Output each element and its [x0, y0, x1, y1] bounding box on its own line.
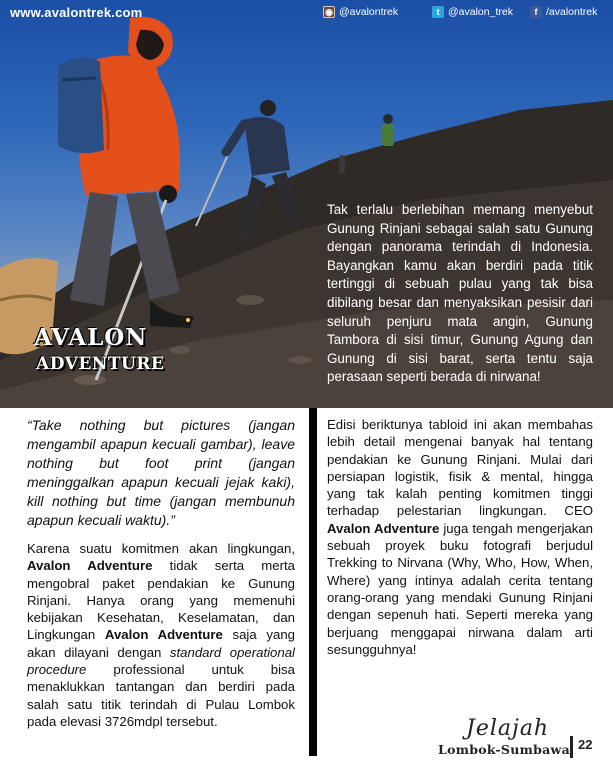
header-bar — [0, 0, 613, 28]
logo-line-2: ADVENTURE — [36, 354, 165, 374]
instagram-icon: ◉ — [323, 6, 335, 18]
section-title: Jelajah — [466, 716, 550, 741]
left-paragraph — [27, 540, 295, 730]
logo-line-1: AVALON — [34, 324, 148, 351]
avalon-adventure-logo — [14, 324, 165, 388]
social-twitter[interactable] — [432, 6, 513, 18]
intro-paragraph: Tak terlalu berlebihan memang menyebut Gunung Rinjani sebagai salah satu Gunung dengan panorama terindah di Indonesia. Bayangkan kamu akan berdiri pada titik tertinggi di sebuah pulau yang tak bisa dibilang besar dan menyaksikan pesisir dari seluruh penjuru mata angin, Gunung Tambora di sisi timur, Gunung Agung dan Gunung di sisi barat, serta tentu saja perasaan seperti berada di nirwana! — [327, 202, 593, 385]
brand-name: Avalon Adventure — [27, 558, 153, 574]
text-run: tidak serta merta mengobral paket pendakian ke Gunung Rinjani. Hanya orang yang memenuhi kebijakan Kesehatan, Keselamatan, dan Lingkungan — [27, 558, 295, 643]
page-footer — [438, 716, 608, 764]
site-url[interactable]: www.avalontrek.com — [10, 5, 143, 20]
brand-name: Avalon Adventure — [104, 627, 223, 643]
pull-quote: “Take nothing but pictures (jangan mengambil apapun kecuali gambar), leave nothing but foot print (jangan meninggalkan apapun kecuali jejak kaki), kill nothing but time (jangan membunuh apapun kecuali waktu).” — [27, 417, 295, 528]
brand-name: Avalon Adventure — [327, 520, 440, 536]
page-number: 22 — [578, 737, 593, 752]
text-run: professional untuk bisa menaklukkan tantangan dan berdiri pada salah satu titik terindah di Pulau Lombok pada elevasi 3726mdpl tersebut. — [27, 662, 295, 729]
left-column — [27, 416, 295, 730]
text-run: Karena suatu komitmen akan lingkungan, — [27, 541, 295, 556]
text-run: saja yang akan dilayani dengan — [27, 627, 295, 660]
facebook-handle: /avalontrek — [546, 6, 598, 18]
instagram-handle: @avalontrek — [339, 6, 399, 18]
twitter-icon: t — [432, 6, 444, 18]
right-paragraph — [327, 416, 593, 658]
twitter-handle: @avalon_trek — [448, 6, 513, 18]
column-divider — [309, 408, 317, 756]
right-column — [327, 416, 593, 658]
social-instagram[interactable] — [323, 6, 398, 18]
section-region: Lombok-Sumbawa — [438, 742, 571, 757]
text-run: Edisi beriktunya tabloid ini akan membahas lebih detail mengenai banyak hal tentang pendakian ke Gunung Rinjani. Mulai dari persiapan logistik, fisik & mental, hingga yang tak kalah penting komitmen tinggi terhadap pelestarian lingkungan. CEO — [327, 417, 593, 519]
page-number-divider — [570, 736, 573, 758]
emphasis-text: standard operational procedure — [27, 644, 295, 678]
facebook-icon: f — [530, 6, 542, 18]
social-facebook[interactable] — [530, 6, 597, 18]
text-run: juga tengah mengerjakan sebuah proyek buku fotografi berjudul Trekking to Nirvana (Why, Who, How, When, Where) yang intinya adalah cerita tentang orang-orang yang mendaki Gunung Rinjani dengan sepenuh hati. Seperti mereka yang berjuang menggapai nirwana dalam arti sesungguhnya! — [327, 520, 593, 657]
